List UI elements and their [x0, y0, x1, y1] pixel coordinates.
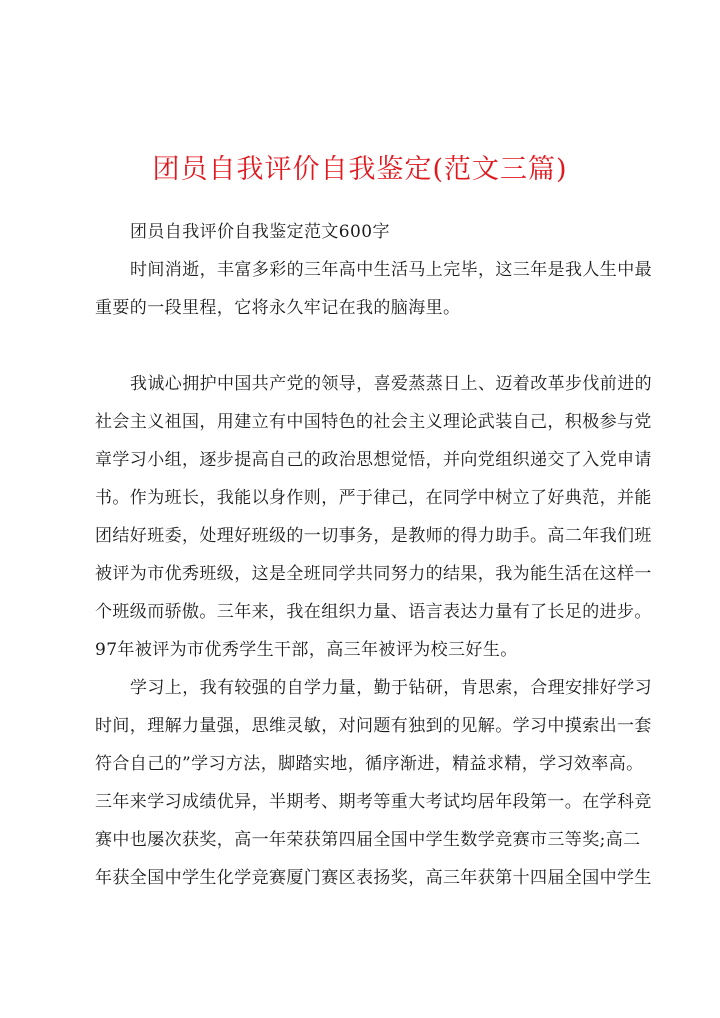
paragraph-line: 社会主义祖国，用建立有中国特色的社会主义理论武装自己，积极参与党	[95, 412, 652, 432]
document-title: 团员自我评价自我鉴定(范文三篇)	[152, 154, 568, 185]
paragraph-line: 章学习小组，逐步提高自己的政治思想觉悟，并向党组织递交了入党申请	[95, 450, 652, 470]
paragraph-line: 时间消逝，丰富多彩的三年高中生活马上完毕，这三年是我人生中最	[130, 260, 652, 280]
paragraph-3	[95, 669, 652, 897]
subtitle-line: 团员自我评价自我鉴定范文600字	[130, 222, 390, 242]
paragraph-line: 书。作为班长，我能以身作则，严于律己，在同学中树立了好典范，并能	[95, 488, 652, 508]
paragraph-line: 三年来学习成绩优异，半期考、期考等重大考试均居年段第一。在学科竞	[95, 792, 652, 812]
paragraph-line: 97年被评为市优秀学生干部，高三年被评为校三好生。	[95, 640, 518, 660]
paragraph-line: 我诚心拥护中国共产党的领导，喜爱蒸蒸日上、迈着改革步伐前进的	[130, 374, 652, 394]
document-subtitle	[95, 213, 645, 251]
paragraph-2	[95, 365, 652, 669]
paragraph-line: 年获全国中学生化学竞赛厦门赛区表扬奖，高三年获第十四届全国中学生	[95, 868, 652, 888]
paragraph-line: 学习上，我有较强的自学力量，勤于钻研，肯思索，合理安排好学习	[130, 678, 652, 698]
paragraph-line: 重要的一段里程，它将永久牢记在我的脑海里。	[95, 298, 461, 318]
paragraph-1	[95, 251, 652, 327]
paragraph-line: 个班级而骄傲。三年来，我在组织力量、语言表达力量有了长足的进步。	[95, 602, 652, 622]
paragraph-line: 符合自己的”学习方法，脚踏实地，循序渐进，精益求精，学习效率高。	[95, 754, 644, 774]
paragraph-line: 被评为市优秀班级，这是全班同学共同努力的结果，我为能生活在这样一	[95, 564, 652, 584]
paragraph-line: 赛中也屡次获奖，高一年荣获第四届全国中学生数学竞赛市三等奖;高二	[95, 830, 641, 850]
paragraph-line: 时间，理解力量强，思维灵敏，对问题有独到的见解。学习中摸索出一套	[95, 716, 652, 736]
paragraph-line: 团结好班委，处理好班级的一切事务，是教师的得力助手。高二年我们班	[95, 526, 652, 546]
